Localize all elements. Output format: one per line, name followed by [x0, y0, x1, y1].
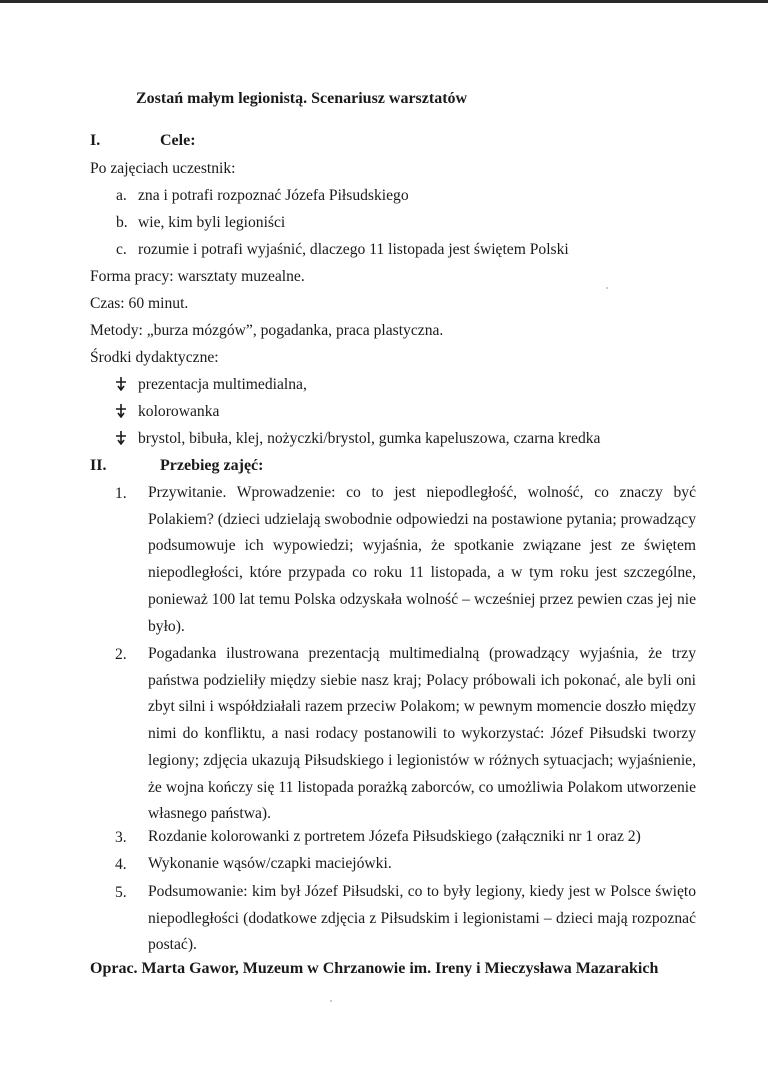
step-text: Pogadanka ilustrowana prezentacją multimedialną (prowadzący wyjaśnia, że trzy państwa podzieliły między siebie nasz kraj; Polacy próbowali ich pokonać, ale byli oni zbyt silni i współdziałali razem przeciw Polakom; w pewnym momencie doszło między nimi do konfliktu, a nasi rodacy postanowili to wykorzystać: Józef Piłsudski tworzy legiony; zdjęcia ukazują Piłsudskiego i legionistów w różnych sytuacjach; wyjaśnienie, że wojna kończy się 11 listopada porażką zaborców, co umożliwia Polakom utworzenie własnego państwa).: [148, 645, 696, 823]
goal-marker: a.: [116, 187, 127, 204]
document-title: Zostań małym legionistą. Scenariusz warsztatów: [136, 90, 468, 107]
step-text: Rozdanie kolorowanki z portretem Józefa Piłsudskiego (załączniki nr 1 oraz 2): [148, 828, 641, 845]
scan-speck: [606, 287, 608, 289]
step-number: 4.: [115, 856, 127, 873]
scan-speck: [330, 1000, 332, 1002]
goals-intro: Po zajęciach uczestnik:: [90, 160, 236, 177]
section-1-heading: Cele:: [160, 132, 196, 149]
step-text: Podsumowanie: kim był Józef Piłsudski, co to były legiony, kiedy jest w Polsce święto niepodległości (dodatkowe zdjęcia z Piłsudskim i legionistami – dzieci mają rozpoznać postać).: [148, 883, 696, 954]
material-text: prezentacja multimedialna,: [138, 376, 307, 393]
goal-text: rozumie i potrafi wyjaśnić, dlaczego 11 listopada jest świętem Polski: [138, 241, 569, 258]
step-number: 1.: [115, 485, 127, 502]
step-text: Wykonanie wąsów/czapki maciejówki.: [148, 855, 392, 872]
methods: Metody: „burza mózgów”, pogadanka, praca plastyczna.: [90, 322, 444, 339]
step-number: 5.: [115, 884, 127, 901]
goal-marker: b.: [116, 214, 128, 231]
goal-marker: c.: [116, 241, 127, 258]
arrow-down-icon: [114, 431, 128, 445]
section-2-heading: Przebieg zajęć:: [160, 457, 264, 474]
author-credit: Oprac. Marta Gawor, Muzeum w Chrzanowie im. Ireny i Mieczysława Mazarakich: [90, 960, 659, 977]
work-form: Forma pracy: warsztaty muzealne.: [90, 268, 305, 285]
section-2-numeral: II.: [90, 457, 107, 474]
section-1-numeral: I.: [90, 132, 101, 149]
arrow-down-icon: [114, 404, 128, 418]
material-text: kolorowanka: [138, 403, 220, 420]
step-text: Przywitanie. Wprowadzenie: co to jest niepodległość, wolność, co znaczy być Polakiem? (dzieci udzielają swobodnie odpowiedzi na postawione pytania; prowadzący podsumowuje ich wypowiedzi; wyjaśnia, że spotkanie związane jest ze świętem niepodległości, które przypada co roku 11 listopada, a w tym roku jest szczególne, ponieważ 100 lat temu Polska odzyskała wolność – wcześniej przez pewien czas jej nie było).: [148, 484, 696, 635]
step-number: 2.: [115, 646, 127, 663]
materials-label: Środki dydaktyczne:: [90, 349, 219, 366]
goal-text: wie, kim byli legioniści: [138, 214, 286, 231]
arrow-down-icon: [114, 377, 128, 391]
duration: Czas: 60 minut.: [90, 295, 189, 312]
step-number: 3.: [115, 829, 127, 846]
material-text: brystol, bibuła, klej, nożyczki/brystol, gumka kapeluszowa, czarna kredka: [138, 430, 601, 447]
goal-text: zna i potrafi rozpoznać Józefa Piłsudskiego: [138, 187, 409, 204]
